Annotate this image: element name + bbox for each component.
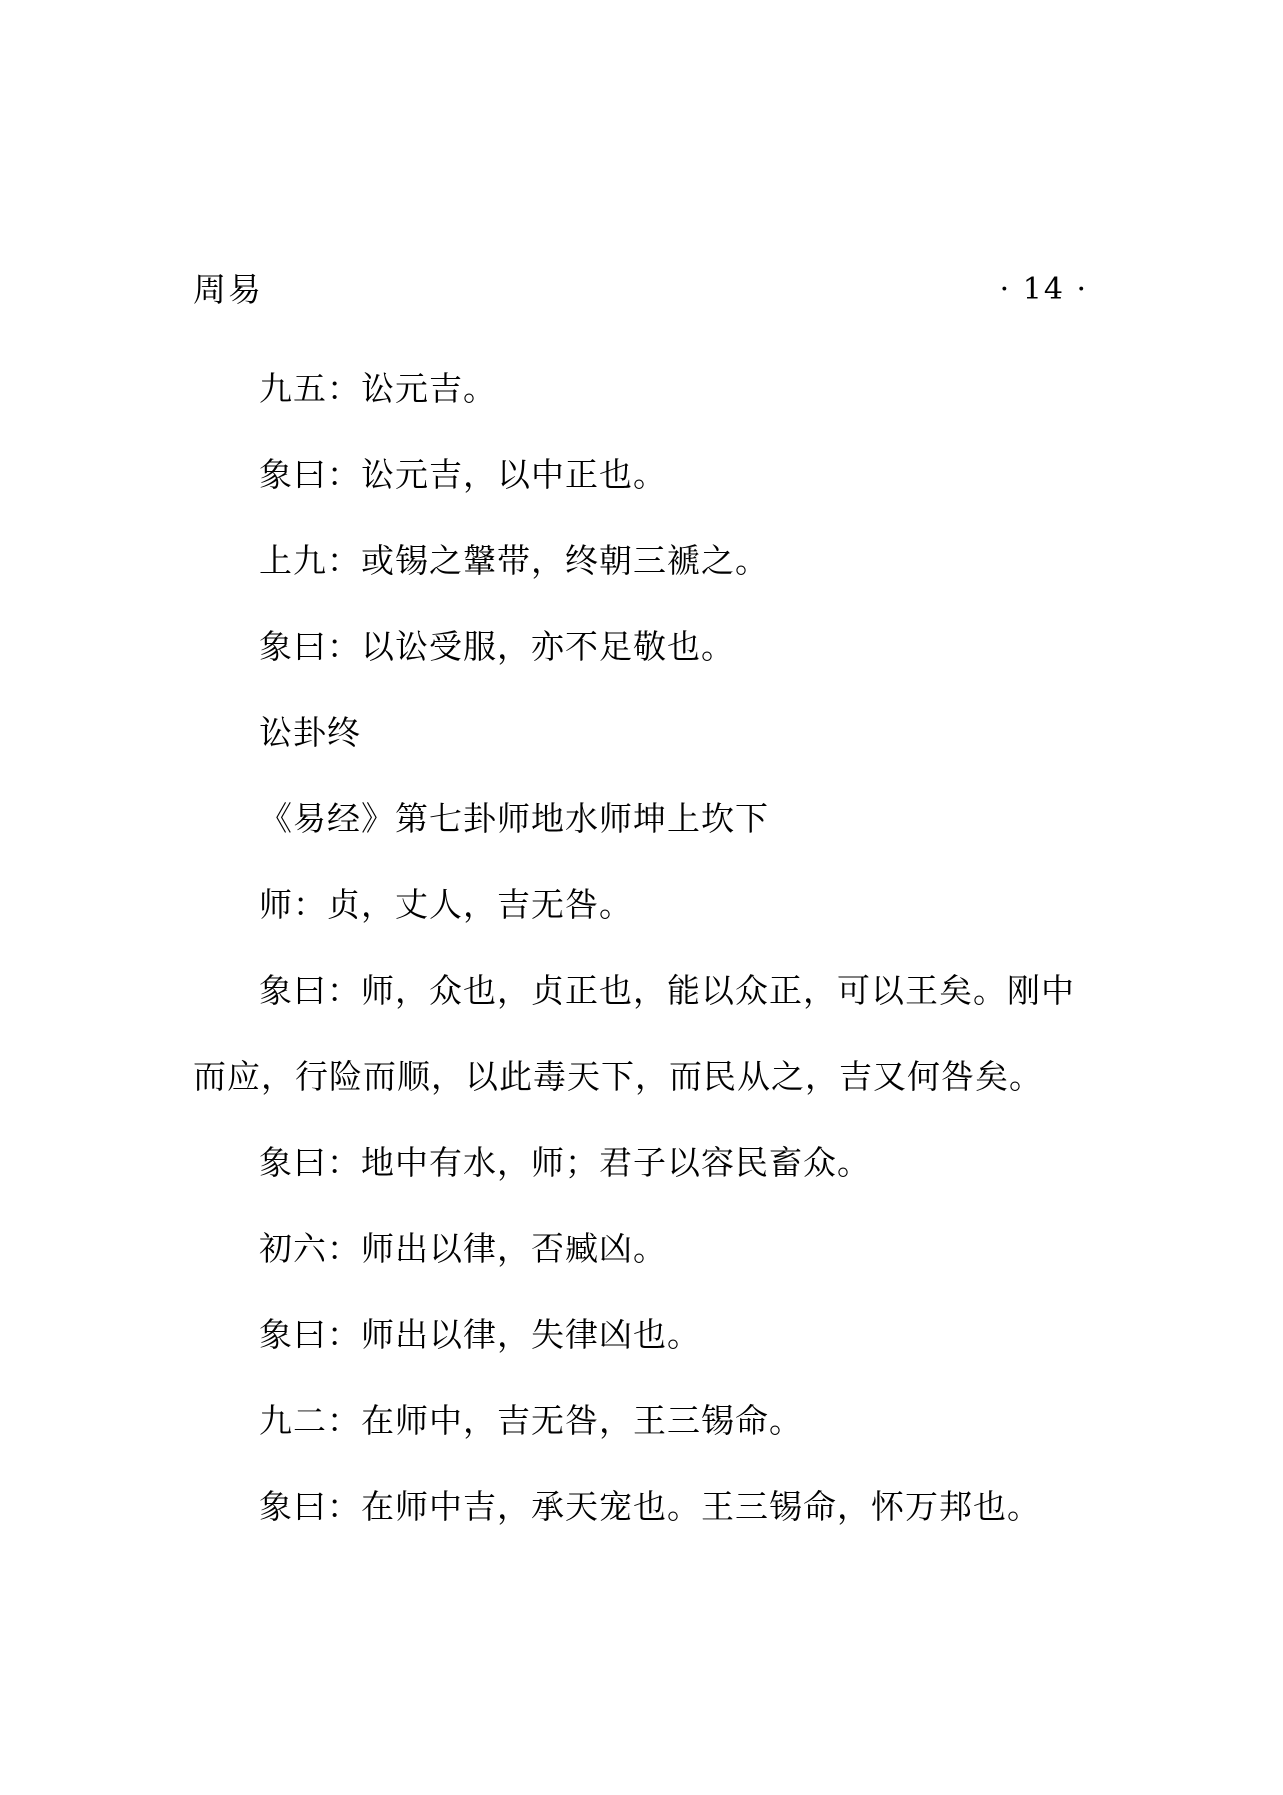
paragraph: 《易经》第七卦师地水师坤上坎下 [259, 799, 769, 838]
paragraph: 九二：在师中，吉无咎，王三锡命。 [259, 1401, 803, 1440]
body-text [193, 346, 1088, 1550]
page-number: · 14 · [999, 272, 1088, 307]
paragraph: 九五：讼元吉。 [259, 369, 497, 408]
paragraph: 象曰：讼元吉，以中正也。 [259, 455, 667, 494]
running-head-title: 周易 [193, 270, 263, 309]
paragraph: 上九：或锡之鞶带，终朝三褫之。 [259, 541, 769, 580]
paragraph: 象曰：地中有水，师；君子以容民畜众。 [259, 1143, 871, 1182]
paragraph: 讼卦终 [259, 713, 361, 752]
paragraph: 象曰：在师中吉，承天宠也。王三锡命，怀万邦也。 [259, 1487, 1041, 1526]
paragraph: 象曰：师出以律，失律凶也。 [259, 1315, 701, 1354]
paragraph: 象曰：以讼受服，亦不足敬也。 [259, 627, 735, 666]
paragraph: 初六：师出以律，否臧凶。 [259, 1229, 667, 1268]
paragraph: 象曰：师，众也，贞正也，能以众正，可以王矣。刚中而应，行险而顺，以此毒天下，而民从之，吉又何咎矣。 [193, 971, 1075, 1096]
paragraph: 师：贞，丈人，吉无咎。 [259, 885, 633, 924]
